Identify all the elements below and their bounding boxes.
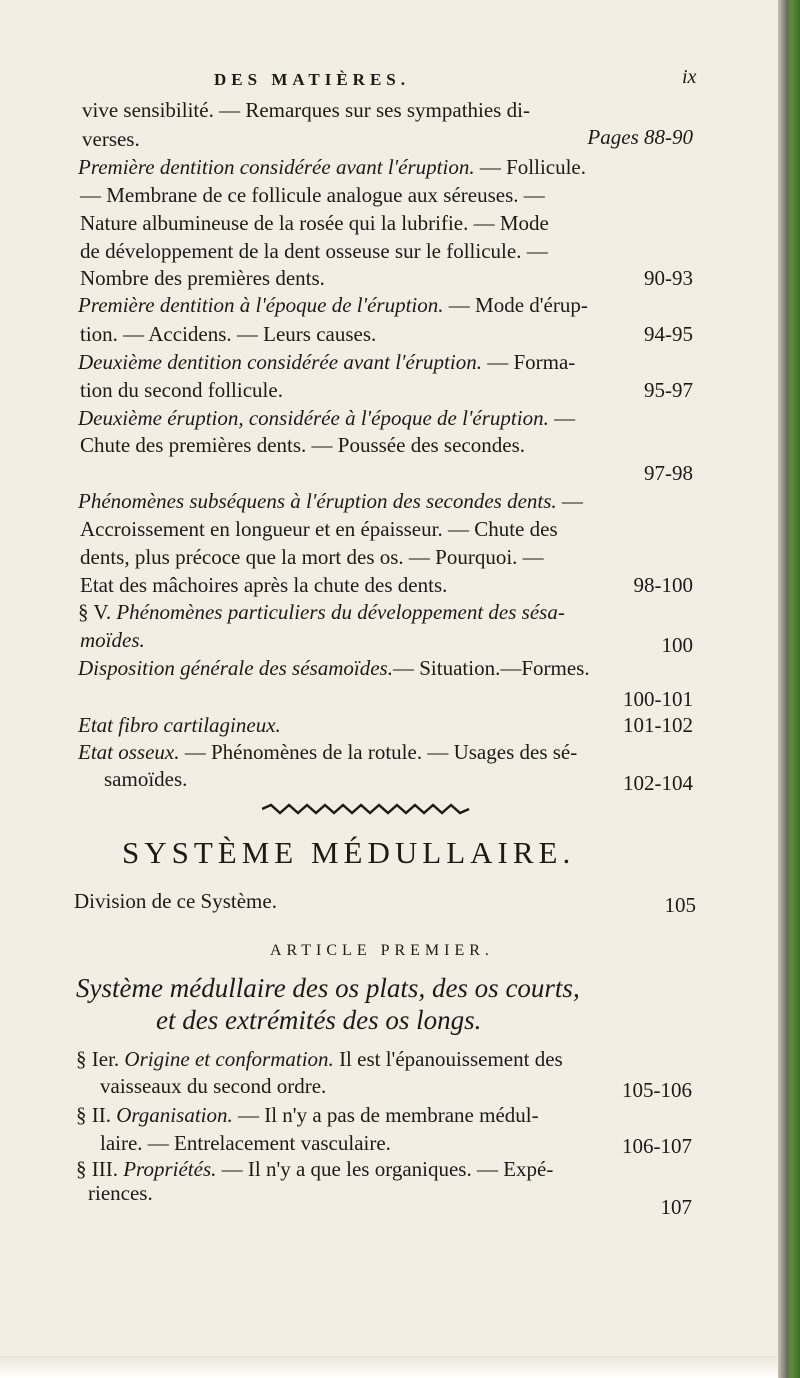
toc-line: samoïdes. (104, 767, 188, 791)
toc-pages: 95-97 (644, 378, 693, 402)
toc-line: § Ier. Origine et conformation. Il est l'épanouissement des (76, 1047, 563, 1071)
toc-line: de développement de la dent osseuse sur le follicule. — (80, 239, 548, 263)
section-heading: SYSTÈME MÉDULLAIRE. (122, 835, 576, 870)
toc-pages: 94-95 (644, 322, 693, 346)
toc-title: Propriétés. (117, 1157, 217, 1181)
toc-title: Phénomènes subséquens à l'éruption des secondes dents. (78, 489, 557, 513)
toc-line: Première dentition considérée avant l'éruption. — Follicule. (78, 155, 587, 179)
book-binding-edge (778, 0, 800, 1378)
toc-pages: 90-93 (644, 266, 693, 290)
toc-pages: Pages 88-90 (587, 125, 693, 149)
toc-line: riences. (88, 1181, 153, 1205)
toc-line: § V. Phénomènes particuliers du développement des sésa- (78, 600, 565, 624)
toc-title: Organisation. (111, 1103, 233, 1127)
toc-line (80, 628, 145, 652)
toc-line: Etat des mâchoires après la chute des dents. (80, 573, 448, 597)
toc-line (78, 713, 281, 737)
toc-title: Disposition générale des sésamoïdes. (78, 656, 393, 680)
toc-title: Première dentition considérée avant l'éruption. (78, 155, 475, 179)
toc-line: tion. — Accidens. — Leurs causes. (80, 322, 377, 346)
toc-pages: 101-102 (623, 713, 693, 737)
toc-title: Première dentition à l'époque de l'éruption. (78, 293, 444, 317)
toc-pages: 106-107 (622, 1134, 692, 1158)
division-pages: 105 (664, 893, 696, 917)
toc-line: Accroissement en longueur et en épaisseur. — Chute des (80, 517, 558, 541)
toc-title: Deuxième éruption, considérée à l'époque de l'éruption. (78, 406, 549, 430)
toc-line: Deuxième dentition considérée avant l'éruption. — Forma- (78, 350, 576, 374)
toc-pages: 100 (661, 633, 693, 657)
toc-line: vaisseaux du second ordre. (100, 1074, 327, 1098)
toc-line: Etat osseux. — Phénomènes de la rotule. — Usages des sé- (78, 740, 578, 764)
toc-pages: 97-98 (644, 461, 693, 485)
folio: ix (682, 66, 697, 88)
toc-line: dents, plus précoce que la mort des os. — Pourquoi. — (80, 545, 544, 569)
toc-title: Origine et conformation. (119, 1047, 334, 1071)
toc-pages: 102-104 (623, 771, 693, 795)
toc-pages: 100-101 (623, 687, 693, 711)
toc-line: laire. — Entrelacement vasculaire. (100, 1131, 391, 1155)
toc-title: Phénomènes particuliers du développement des sésa- (111, 600, 565, 624)
toc-line: § III. Propriétés. — Il n'y a que les organiques. — Expé- (76, 1157, 554, 1181)
toc-pages: 107 (660, 1195, 692, 1219)
toc-line: Nature albumineuse de la rosée qui la lubrifie. — Mode (80, 211, 549, 235)
division-line: Division de ce Système. (74, 889, 277, 913)
toc-line: tion du second follicule. (80, 378, 283, 402)
toc-title: Etat fibro cartilagineux. (78, 713, 281, 737)
toc-line: Phénomènes subséquens à l'éruption des secondes dents. — (78, 489, 583, 513)
toc-title: Deuxième dentition considérée avant l'éruption. (78, 350, 482, 374)
article-title-line-1: Système médullaire des os plats, des os courts, (76, 973, 580, 1003)
ornament-divider (262, 803, 472, 815)
toc-pages: 105-106 (622, 1078, 692, 1102)
toc-line: Première dentition à l'époque de l'éruption. — Mode d'érup- (78, 293, 588, 317)
article-title-line-2: et des extrémités des os longs. (156, 1005, 482, 1035)
toc-line: — Membrane de ce follicule analogue aux séreuses. — (80, 183, 545, 207)
toc-line: verses. (82, 127, 140, 151)
page-bottom-edge (0, 1356, 778, 1378)
toc-line: Chute des premières dents. — Poussée des secondes. (80, 433, 525, 457)
toc-line: Disposition générale des sésamoïdes.— Situation.—Formes. (78, 656, 590, 680)
toc-title: moïdes. (80, 628, 145, 652)
running-title: DES MATIÈRES. (214, 70, 410, 89)
toc-title: Etat osseux. (78, 740, 180, 764)
toc-pages: 98-100 (633, 573, 693, 597)
toc-line: § II. Organisation. — Il n'y a pas de membrane médul- (76, 1103, 539, 1127)
toc-line: Nombre des premières dents. (80, 266, 325, 290)
toc-line: Deuxième éruption, considérée à l'époque de l'éruption. — (78, 406, 576, 430)
article-heading: ARTICLE PREMIER. (270, 942, 494, 959)
toc-line: vive sensibilité. — Remarques sur ses sympathies di- (82, 98, 530, 122)
